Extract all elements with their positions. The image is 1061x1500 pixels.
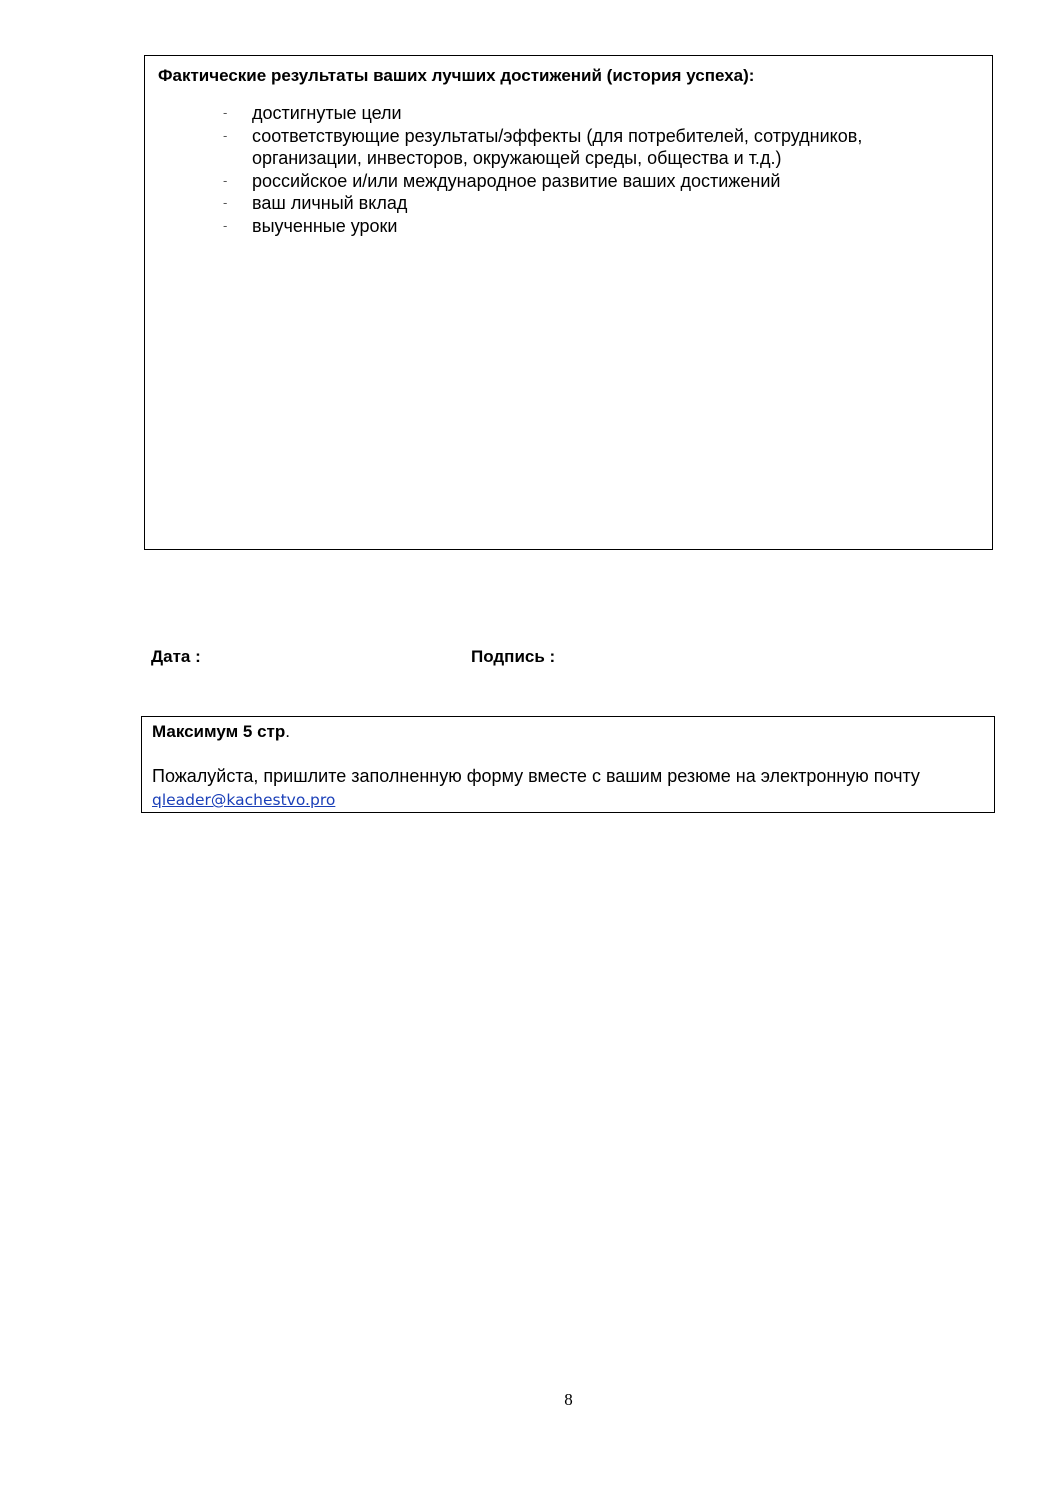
dash-marker: - [223, 195, 228, 210]
achievements-box [144, 55, 993, 550]
note-box [141, 716, 995, 813]
box-heading: Фактические результаты ваших лучших достижений (история успеха): [158, 66, 755, 85]
dash-marker: - [223, 172, 228, 188]
list-item [145, 125, 952, 170]
list-item-text: выученные уроки [252, 215, 398, 236]
list-item-text: соответствующие результаты/эффекты (для потребителей, сотрудников, организации, инвесторов, окружающей среды, общества и т.д.) [252, 125, 863, 168]
bullet-list [145, 102, 952, 237]
list-item-text: российское и/или международное развитие ваших достижений [252, 170, 781, 191]
list-item-text: достигнутые цели [252, 103, 402, 123]
list-item [145, 170, 952, 193]
list-item [145, 102, 952, 125]
list-item [145, 215, 952, 238]
page-limit-note [152, 722, 290, 742]
signature-label: Подпись : [471, 647, 556, 666]
email-link[interactable]: qleader@kachestvo.pro [152, 791, 336, 809]
page-limit-suffix: . [285, 722, 290, 741]
list-item [145, 192, 952, 215]
page-limit-bold: Максимум 5 стр [152, 722, 286, 741]
date-label: Дата : [151, 647, 201, 666]
page-number: 8 [564, 1390, 573, 1409]
list-item-text: ваш личный вклад [252, 193, 408, 213]
submission-instructions [152, 765, 972, 812]
dash-marker: - [223, 217, 228, 233]
dash-marker: - [223, 105, 228, 120]
instructions-text: Пожалуйста, пришлите заполненную форму вместе с вашим резюме на электронную почту [152, 766, 920, 786]
dash-marker: - [223, 127, 228, 143]
